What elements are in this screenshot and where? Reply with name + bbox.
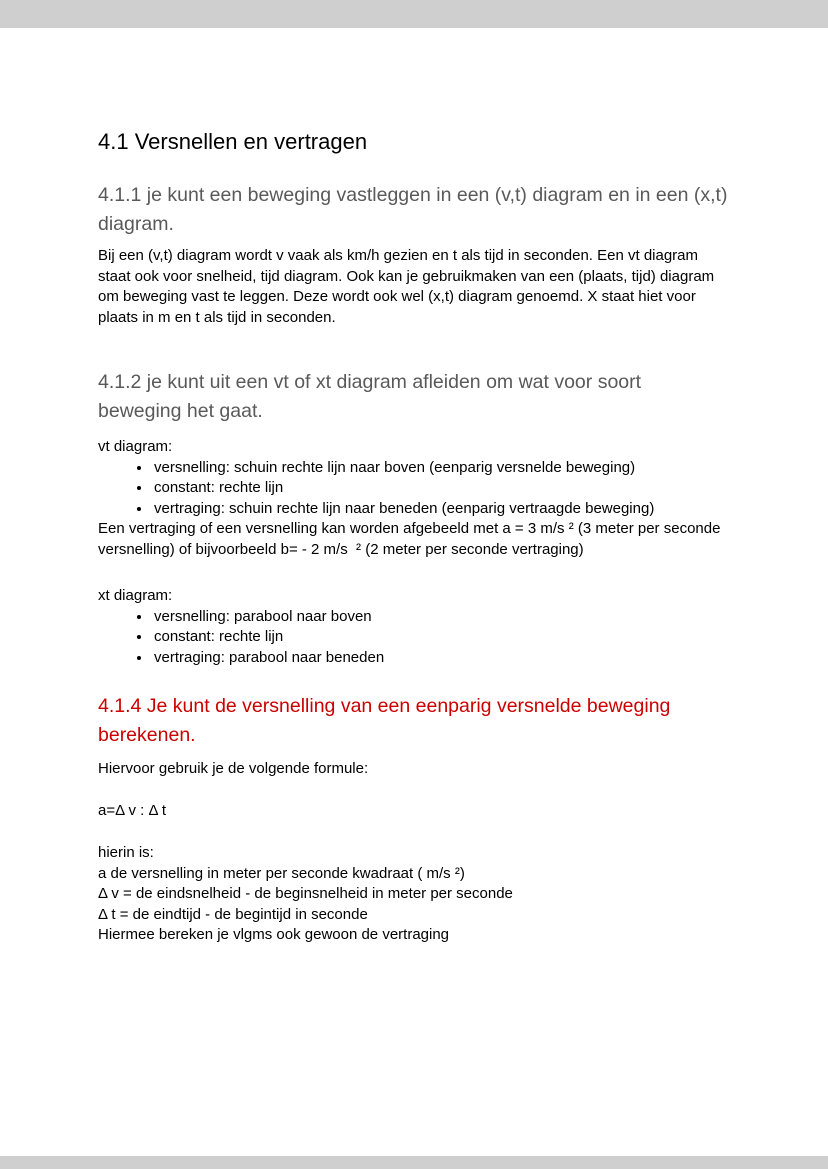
explain-line: Δ t = de eindtijd - de begintijd in seconde — [98, 905, 368, 923]
formula-intro: Hiervoor gebruik je de volgende formule: — [98, 760, 369, 777]
vt-note: Een vertraging of een versnelling kan worden afgebeeld met a = 3 m/s ² (3 meter per seconde versnelling) of bijvoorbeeld b= - 2 m/s ² (2 meter per seconde vertraging) — [98, 520, 725, 558]
vt-diagram-label: vt diagram: — [98, 438, 173, 455]
explain-line: Hiermee bereken je vlgms ook gewoon de vertraging — [98, 926, 450, 943]
formula: a=Δ v : Δ t — [98, 801, 166, 819]
bullet-item: • vertraging: parabool naar beneden — [152, 648, 728, 669]
xt-bullet-list — [98, 607, 728, 669]
page-content — [0, 28, 828, 946]
section-heading-411: 4.1.1 je kunt een beweging vastleggen in een (v,t) diagram en in een (x,t) diagram. — [98, 184, 728, 235]
vt-bullet-list — [98, 458, 728, 520]
explain-line: a de versnelling in meter per seconde kwadraat ( m/s ²) — [98, 864, 465, 882]
xt-diagram-label: xt diagram: — [98, 587, 173, 604]
bullet-item: • constant: rechte lijn — [152, 478, 728, 499]
explain-label: hierin is: — [98, 844, 154, 861]
section-heading-412: 4.1.2 je kunt uit een vt of xt diagram afleiden om wat voor soort beweging het gaat. — [98, 371, 642, 422]
document-page — [0, 28, 828, 1156]
section-heading-414: 4.1.4 Je kunt de versnelling van een eenparig versnelde beweging berekenen. — [98, 695, 671, 746]
explain-line: Δ v = de eindsnelheid - de beginsnelheid in meter per seconde — [98, 885, 513, 902]
paragraph-411: Bij een (v,t) diagram wordt v vaak als km/h gezien en t als tijd in seconden. Een vt diagram staat ook voor snelheid, tijd diagram. Ook kan je gebruikmaken van een (plaats, tijd) diagram om beweging vast te leggen. Deze wordt ook wel (x,t) diagram genoemd. X staat hiet voor plaats in m en t als tijd in seconden. — [98, 247, 719, 326]
doc-title: 4.1 Versnellen en vertragen — [98, 129, 368, 154]
bullet-item: • versnelling: schuin rechte lijn naar boven (eenparig versnelde beweging) — [152, 458, 728, 479]
bullet-item: • vertraging: schuin rechte lijn naar beneden (eenparig vertraagde beweging) — [152, 499, 728, 520]
bullet-item: • constant: rechte lijn — [152, 627, 728, 648]
bullet-item: • versnelling: parabool naar boven — [152, 607, 728, 628]
